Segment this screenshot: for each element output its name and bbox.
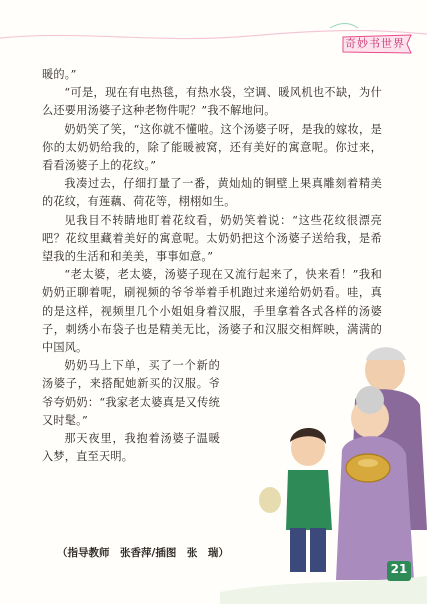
- credit-line: （指导教师 张香萍/插图 张 瑞）: [57, 547, 229, 559]
- story-paragraph: 奶奶马上下单，买了一个新的汤婆子，来搭配她新买的汉服。爷爷夸奶奶：“我家老太婆真是又传统又时髦。”: [42, 359, 220, 427]
- story-paragraph: 那天夜里，我抱着汤婆子温暖入梦，直至天明。: [42, 432, 220, 464]
- story-paragraph: 奶奶笑了笑，“这你就不懂啦。这个汤婆子呀，是我的嫁妆，是你的太奶奶给我的，除了能暖被窝，还有美好的寓意呢。你过来，看看汤婆子上的花纹。”: [42, 122, 382, 173]
- story-paragraph: 我凑过去，仔细打量了一番，黄灿灿的铜壁上果真雕刻着精美的花纹，有莲藕、荷花等，栩栩如生。: [42, 177, 382, 209]
- story-paragraph: “可是，现在有电热毯，有热水袋，空调、暖风机也不缺，为什么还要用汤婆子这种老物件呢？”我不解地问。: [42, 86, 382, 118]
- story-paragraph: “老太婆，老太婆，汤婆子现在又流行起来了，快来看！”我和奶奶正聊着呢，刷视频的爷爷举着手机跑过来递给奶奶看。哇，真的是这样，视频里几个小姐姐身着汉服，手里拿着各式各样的汤婆子，刺绣小布袋子也是精美无比，汤婆子和汉服交相辉映，满满的中国风。: [42, 268, 382, 355]
- page-number: 21: [390, 562, 408, 576]
- story-paragraph: 见我目不转睛地盯着花纹看，奶奶笑着说：“这些花纹很漂亮吧？花纹里藏着美好的寓意呢。太奶奶把这个汤婆子送给我，是希望我的生活和和美美，事事如意。”: [42, 213, 382, 264]
- section-badge-label: 奇妙书世界: [345, 37, 405, 50]
- story-paragraph: 暖的。”: [42, 68, 77, 81]
